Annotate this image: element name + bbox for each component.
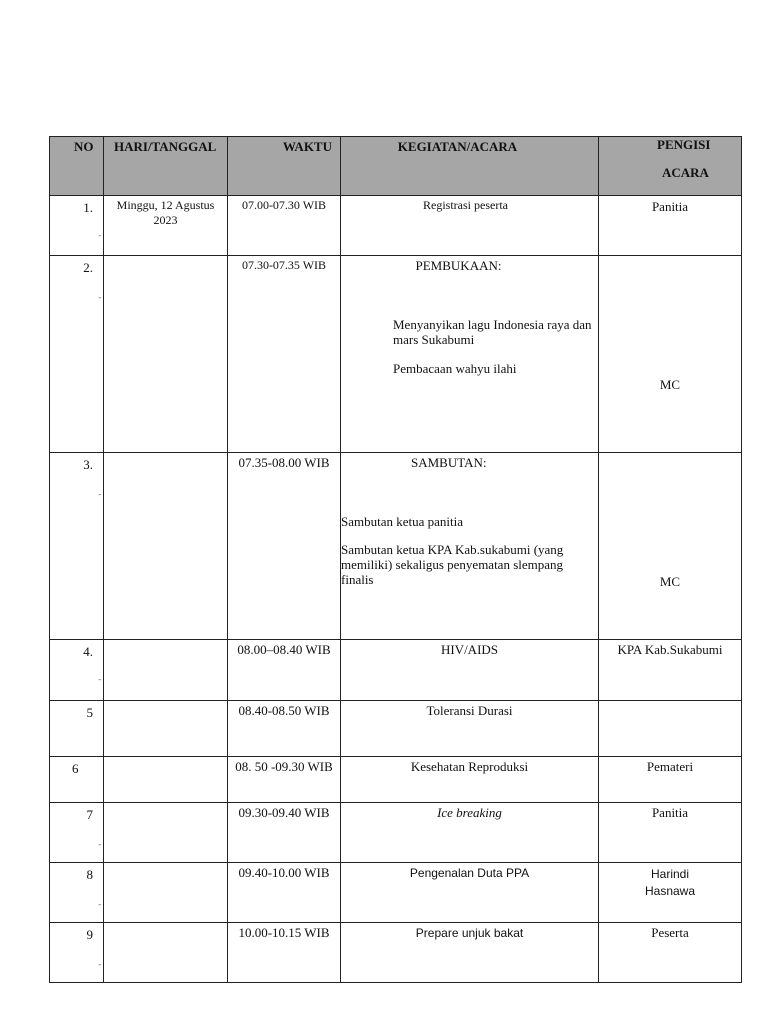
activity-item: Menyanyikan lagu Indonesia raya dan mars Sukabumi [393, 317, 592, 347]
cell-day [104, 701, 228, 757]
cell-day: Minggu, 12 Agustus 2023 [104, 196, 228, 256]
cell-day [104, 803, 228, 863]
cell-no: 9 - [50, 923, 104, 983]
tick-mark: - [98, 960, 101, 969]
table-row [50, 757, 742, 803]
cell-day [104, 863, 228, 923]
cell-activity: Kesehatan Reproduksi [341, 757, 599, 803]
cell-activity: Prepare unjuk bakat [341, 923, 599, 983]
tick-mark: - [98, 231, 101, 240]
cell-day [104, 923, 228, 983]
header-row [50, 137, 742, 196]
cell-time: 07.00-07.30 WIB [228, 196, 341, 256]
header-filler: PENGISI ACARA [599, 137, 742, 196]
cell-activity: Ice breaking [341, 803, 599, 863]
cell-filler: Panitia [599, 196, 742, 256]
table-row [50, 923, 742, 983]
cell-time: 07.30-07.35 WIB [228, 256, 341, 453]
tick-mark: - [98, 900, 101, 909]
cell-time: 07.35-08.00 WIB [228, 453, 341, 640]
tick-mark: - [98, 675, 101, 684]
cell-time: 10.00-10.15 WIB [228, 923, 341, 983]
cell-activity: HIV/AIDS [341, 640, 599, 701]
tick-mark: - [98, 490, 101, 499]
cell-no: 4. - [50, 640, 104, 701]
cell-filler: KPA Kab.Sukabumi [599, 640, 742, 701]
cell-no: 6 [50, 757, 104, 803]
cell-filler: Pemateri [599, 757, 742, 803]
cell-activity: Pengenalan Duta PPA [341, 863, 599, 923]
activity-item: Pembacaan wahyu ilahi [393, 361, 517, 376]
cell-day [104, 453, 228, 640]
cell-day [104, 757, 228, 803]
table-row [50, 256, 742, 453]
cell-time: 08.00–08.40 WIB [228, 640, 341, 701]
activity-item: Sambutan ketua panitia [341, 514, 464, 529]
table-row [50, 196, 742, 256]
cell-no: 5 [50, 701, 104, 757]
header-activity: KEGIATAN/ACARA [341, 137, 599, 196]
cell-filler: MC [599, 256, 742, 453]
cell-time: 08. 50 -09.30 WIB [228, 757, 341, 803]
table-row [50, 803, 742, 863]
cell-filler: MC [599, 453, 742, 640]
cell-no: 2. - [50, 256, 104, 453]
cell-time: 09.40-10.00 WIB [228, 863, 341, 923]
cell-time: 08.40-08.50 WIB [228, 701, 341, 757]
cell-filler: Peserta [599, 923, 742, 983]
cell-time: 09.30-09.40 WIB [228, 803, 341, 863]
cell-filler: Harindi Hasnawa [599, 863, 742, 923]
cell-day [104, 256, 228, 453]
cell-filler [599, 701, 742, 757]
cell-no: 7 - [50, 803, 104, 863]
cell-activity: PEMBUKAAN: Menyanyikan lagu Indonesia raya dan mars Sukabumi Pembacaan wahyu ilahi [341, 256, 599, 453]
activity-item: Sambutan ketua KPA Kab.sukabumi (yang memiliki) sekaligus penyematan slempang finalis [341, 542, 564, 587]
cell-no: 8 - [50, 863, 104, 923]
header-no: NO [50, 137, 104, 196]
table-row [50, 863, 742, 923]
schedule-table [49, 136, 742, 983]
cell-no: 1. - [50, 196, 104, 256]
cell-activity: Toleransi Durasi [341, 701, 599, 757]
cell-activity: SAMBUTAN: Sambutan ketua panitia Sambutan ketua KPA Kab.sukabumi (yang memiliki) sekaligus penyematan slempang finalis [341, 453, 599, 640]
header-time: WAKTU [228, 137, 341, 196]
table-row [50, 453, 742, 640]
cell-no: 3. - [50, 453, 104, 640]
cell-day [104, 640, 228, 701]
table-row [50, 640, 742, 701]
cell-activity: Registrasi peserta [341, 196, 599, 256]
tick-mark: - [98, 293, 101, 302]
tick-mark: - [98, 840, 101, 849]
table-row [50, 701, 742, 757]
cell-filler: Panitia [599, 803, 742, 863]
header-day-date: HARI/TANGGAL [104, 137, 228, 196]
